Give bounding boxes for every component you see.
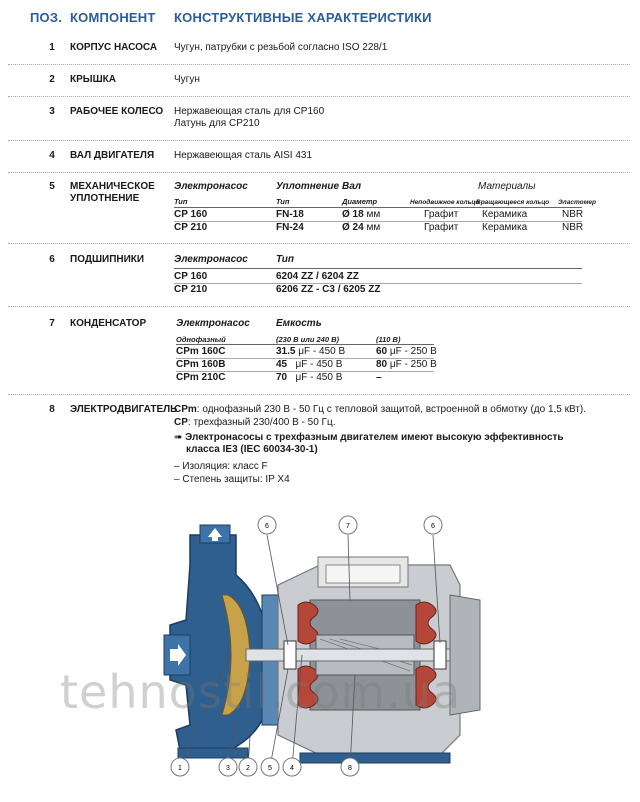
cap-row-c1: 70 μF - 450 В (276, 372, 343, 383)
seal-row-pump: CP 210 (174, 222, 208, 233)
callout-label: 2 (246, 765, 250, 772)
row-number: 4 (49, 150, 55, 161)
motor-note-line2: класса IE3 (IEC 60034-30-1) (186, 444, 318, 455)
separator (8, 306, 630, 307)
row-number: 5 (49, 181, 55, 192)
component-name: ПОДШИПНИКИ (70, 254, 145, 265)
seal-header-type1: Тип (174, 197, 188, 206)
bearing-row-type: 6206 ZZ - C3 / 6205 ZZ (276, 284, 381, 295)
callout-label: 7 (346, 523, 350, 530)
bearing-row-type: 6204 ZZ / 6204 ZZ (276, 271, 359, 282)
motor-base (300, 753, 450, 763)
component-name: КОНДЕНСАТОР (70, 318, 147, 329)
cap-row-c2: 60 μF - 250 В (376, 346, 437, 357)
seal-header-elastomer: Эластомер (558, 199, 597, 206)
pump-foot (178, 748, 248, 758)
callout-label: 3 (226, 765, 230, 772)
component-desc: Нержавеющая сталь AISI 431 (174, 150, 313, 161)
seal-header-pump: Электронасос (174, 181, 248, 192)
component-desc: Чугун (174, 74, 200, 85)
row-number: 3 (49, 106, 55, 117)
header-pos: ПОЗ. (30, 10, 63, 25)
component-name: ВАЛ ДВИГАТЕЛЯ (70, 150, 155, 161)
seal-row-seal: FN-24 (276, 222, 304, 233)
seal-row-rotating: Керамика (482, 209, 528, 220)
separator (8, 394, 630, 395)
bearing-row-pump: CP 160 (174, 271, 208, 282)
bearing-header-pump: Электронасос (174, 254, 248, 265)
row-5 (0, 181, 640, 239)
cap-header-capacity: Емкость (276, 318, 322, 329)
seal-header-line (174, 207, 582, 208)
motor-insulation: – Изоляция: класс F (174, 461, 268, 472)
separator (8, 140, 630, 141)
watermark: tehnostil.com.ua (60, 665, 462, 719)
row-number: 6 (49, 254, 55, 265)
component-name: КОРПУС НАСОСА (70, 42, 158, 53)
seal-row-rotating: Керамика (482, 222, 528, 233)
seal-row-diameter: Ø 24 мм (342, 222, 381, 233)
seal-header-diameter: Диаметр (342, 197, 378, 206)
motor-cp: CP: трехфазный 230/400 В - 50 Гц. (174, 417, 336, 428)
bearing-header-type: Тип (276, 254, 294, 265)
separator (8, 64, 630, 65)
seal-header-type2: Тип (276, 197, 290, 206)
header-component: КОМПОНЕНТ (70, 10, 156, 25)
cap-row-pump: CPm 210C (176, 372, 226, 383)
component-name: ЭЛЕКТРОДВИГАТЕЛЬ (70, 404, 178, 415)
seal-header-rotating-ring: Вращающееся кольцо (476, 199, 550, 206)
callout-label: 6 (265, 523, 269, 530)
row-number: 1 (49, 42, 55, 53)
component-desc-line1: Нержавеющая сталь для CP160 (174, 106, 325, 117)
capacitor (326, 565, 400, 583)
separator (8, 96, 630, 97)
bearing-header-line (174, 268, 582, 269)
header-specs: КОНСТРУКТИВНЫЕ ХАРАКТЕРИСТИКИ (174, 10, 432, 25)
callout-label: 5 (268, 765, 272, 772)
callout-label: 8 (348, 765, 352, 772)
cap-row-pump: CPm 160C (176, 346, 226, 357)
seal-row-fixed: Графит (424, 209, 459, 220)
row-6 (0, 254, 640, 298)
component-name-line2: УПЛОТНЕНИЕ (70, 193, 140, 204)
motor-cpm: CPm: однофазный 230 В - 50 Гц с тепловой защитой, встроенной в обмотку (до 1,5 кВт). (174, 404, 587, 415)
row-number: 7 (49, 318, 55, 329)
cap-header-line (176, 344, 434, 345)
seal-header-materials: Материалы (478, 181, 536, 192)
callout-label: 4 (290, 765, 294, 772)
component-desc-line2: Латунь для CP210 (174, 118, 260, 129)
seal-row-elastomer: NBR (562, 222, 584, 233)
cap-row-c2: – (376, 372, 382, 383)
cap-header-pump: Электронасос (176, 318, 250, 329)
callout-label: 1 (178, 765, 182, 772)
seal-row-pump: CP 160 (174, 209, 208, 220)
component-name: РАБОЧЕЕ КОЛЕСО (70, 106, 164, 117)
component-desc: Чугун, патрубки с резьбой согласно ISO 228/1 (174, 42, 388, 53)
seal-row-diameter: Ø 18 мм (342, 209, 381, 220)
cap-row-c2: 80 μF - 250 В (376, 359, 437, 370)
pump-cutaway-diagram (150, 505, 490, 795)
cap-header-voltage2: (110 В) (376, 335, 401, 344)
row-number: 2 (49, 74, 55, 85)
seal-row-elastomer: NBR (562, 209, 584, 220)
cap-header-phase: Однофазный (176, 335, 226, 344)
cap-row-c1: 31.5 μF - 450 В (276, 346, 346, 357)
motor-protection: – Степень защиты: IP X4 (174, 474, 290, 485)
seal-row-seal: FN-18 (276, 209, 304, 220)
seal-header-shaft: Вал (342, 181, 362, 192)
row-8 (0, 404, 640, 494)
component-name-line1: МЕХАНИЧЕСКОЕ (70, 181, 155, 192)
seal-header-seal: Уплотнение (276, 181, 340, 192)
motor-note-line1: ➠ Электронасосы с трехфазным двигателем имеют высокую эффективность (174, 432, 564, 443)
cap-header-voltage1: (230 В или 240 В) (276, 335, 340, 344)
row-number: 8 (49, 404, 55, 415)
callout-label: 6 (431, 523, 435, 530)
seal-header-fixed-ring: Неподвижное кольцо (410, 199, 480, 206)
cap-row-c1: 45 μF - 450 В (276, 359, 343, 370)
seal-row-fixed: Графит (424, 222, 459, 233)
bearing-row-pump: CP 210 (174, 284, 208, 295)
cap-row-pump: CPm 160B (176, 359, 226, 370)
separator (8, 172, 630, 173)
separator (8, 243, 630, 244)
row-7 (0, 318, 640, 388)
component-name: КРЫШКА (70, 74, 116, 85)
